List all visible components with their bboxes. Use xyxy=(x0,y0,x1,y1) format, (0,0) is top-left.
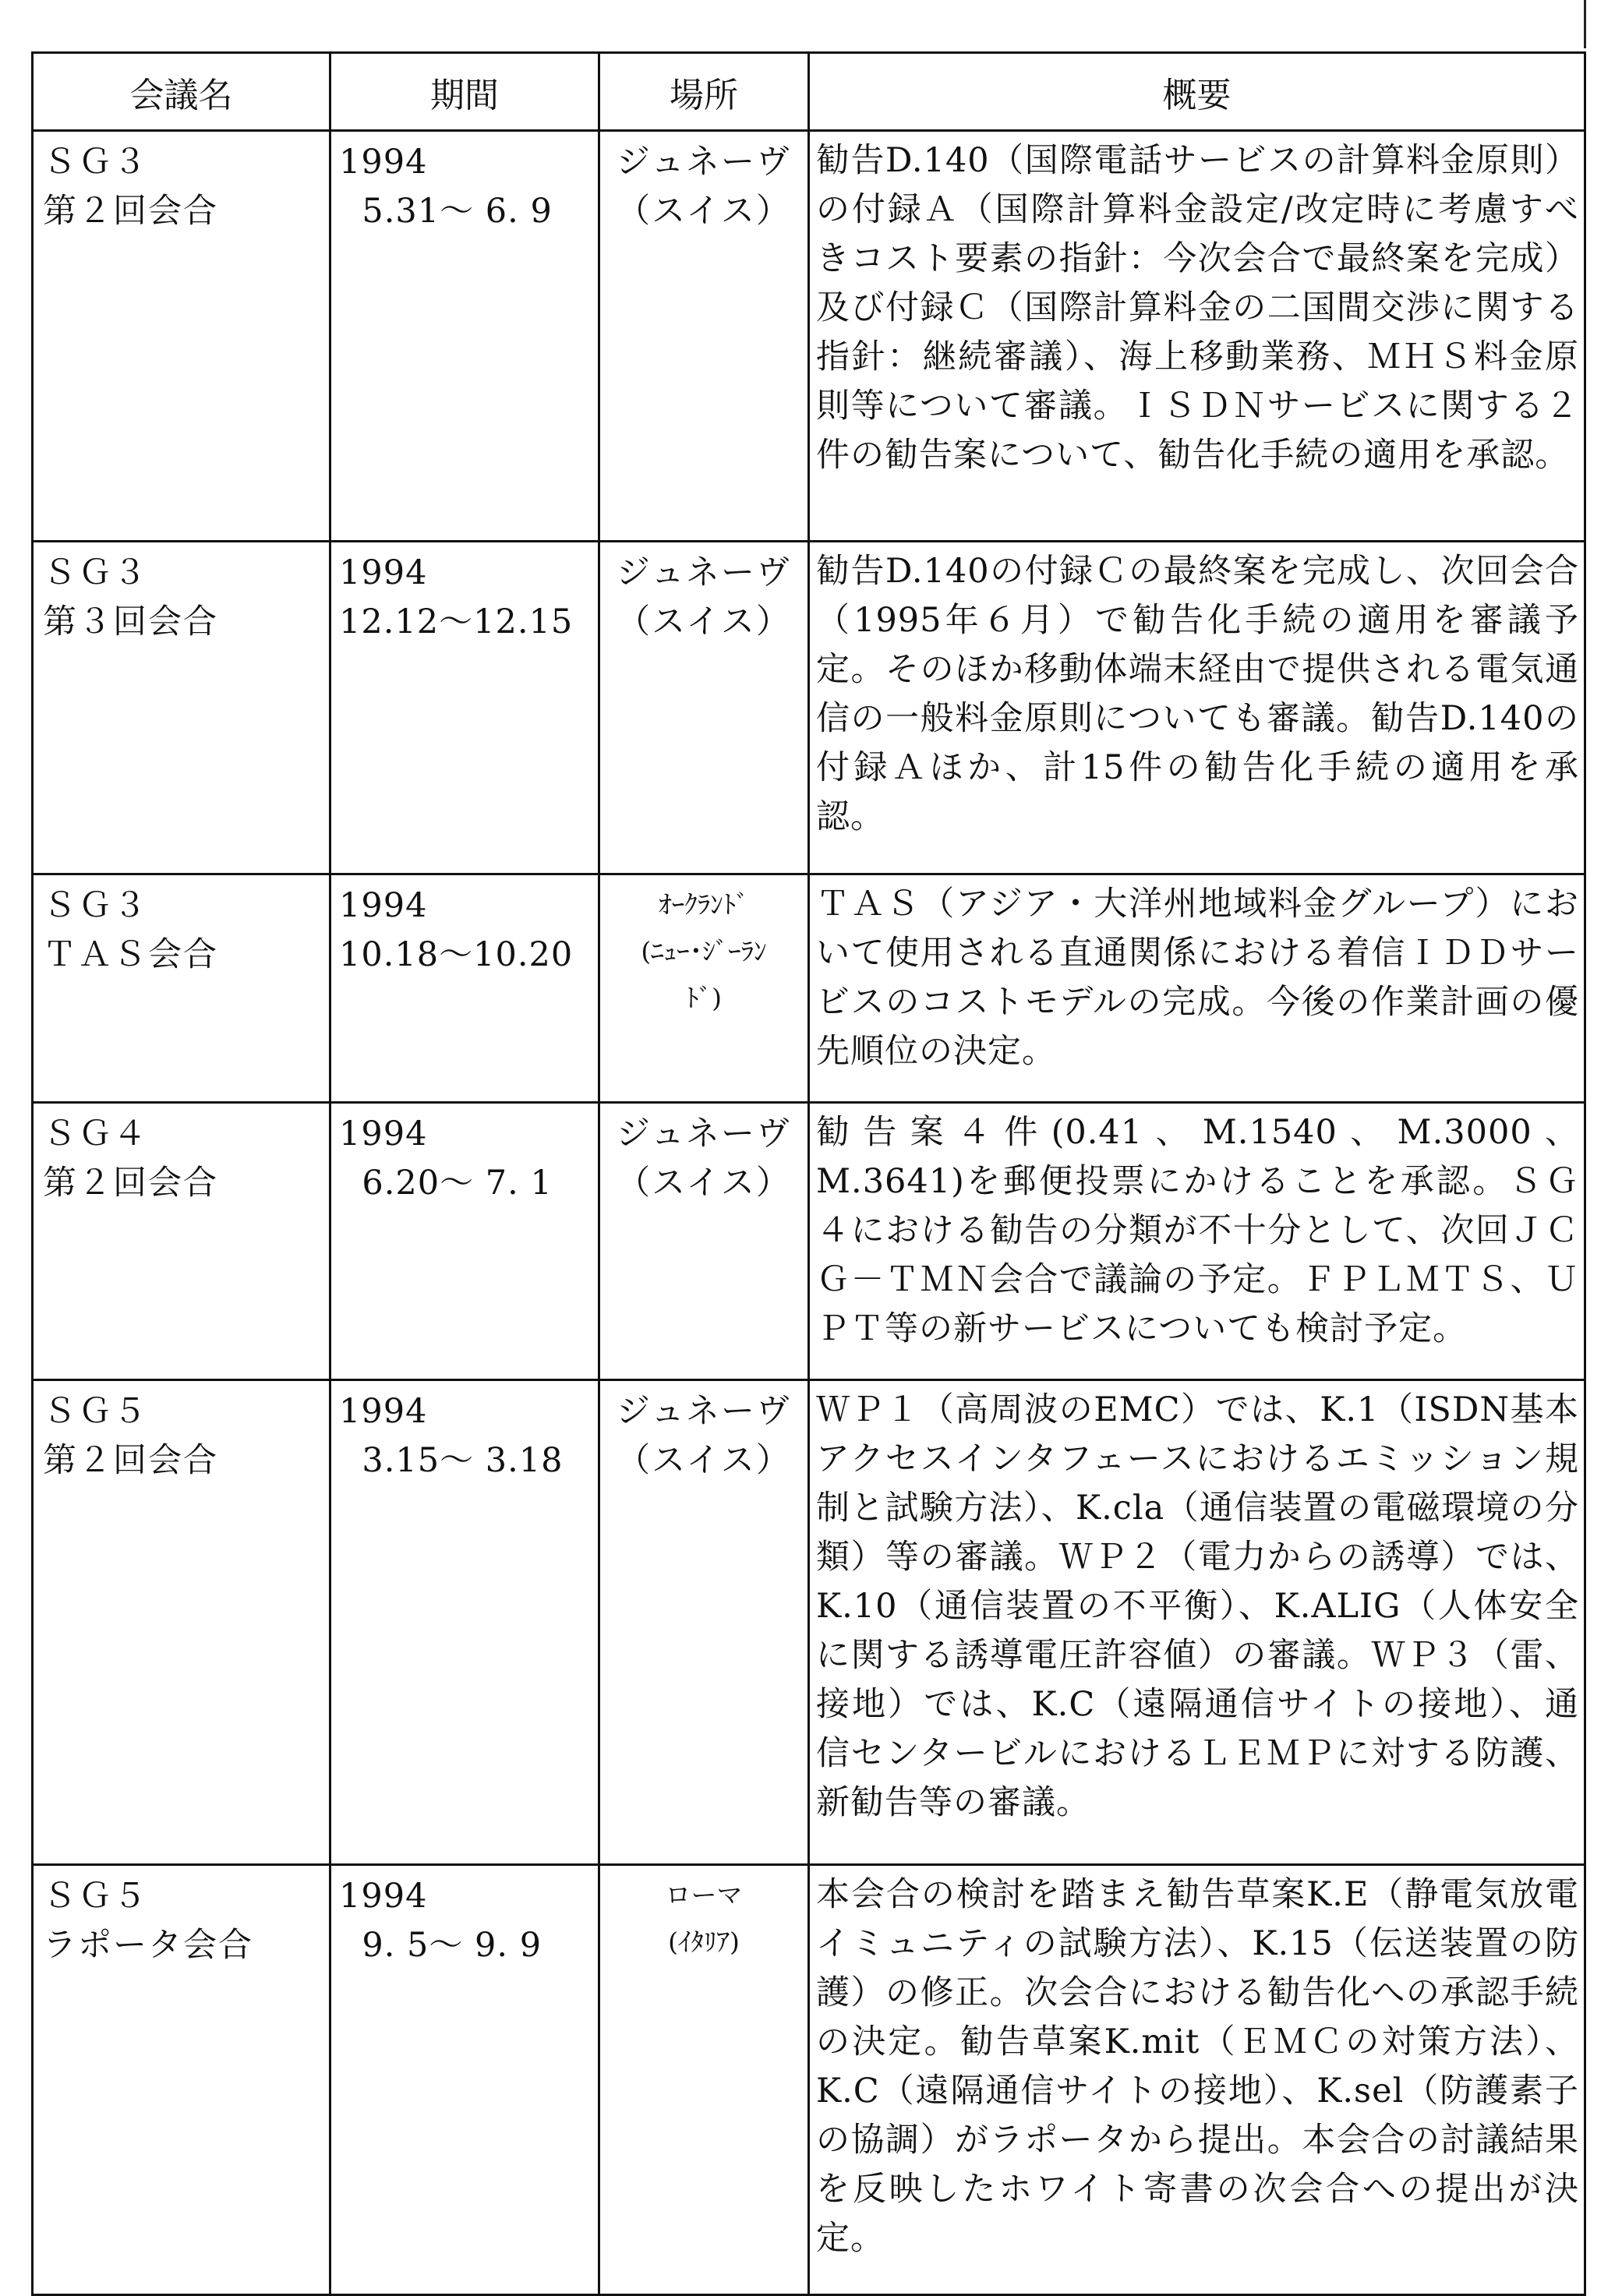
place-cell: ローマ (ｲﾀﾘｱ) xyxy=(599,1865,809,2295)
period-cell: 1994 10.18～10.20 xyxy=(330,874,599,1103)
place-cell: ｵｰｸﾗﾝﾄﾞ (ﾆｭｰ･ｼﾞｰﾗﾝ ﾄﾞ) xyxy=(599,874,809,1103)
header-summary: 概要 xyxy=(809,53,1585,131)
place-cell: ジュネーヴ （スイス） xyxy=(599,1103,809,1380)
summary-cell: 勧告案４件(0.41、M.1540、M.3000、M.3641)を郵便投票にかけることを承認。ＳＧ４における勧告の分類が不十分として、次回ＪＣＧ－ＴＭＮ会合で議論の予定。ＦＰＬＭＴＳ、ＵＰＴ等の新サービスについても検討予定。 xyxy=(809,1103,1585,1380)
header-period: 期間 xyxy=(330,53,599,131)
header-row xyxy=(33,53,1585,131)
meeting-name-cell: ＳＧ３ ＴＡＳ会合 xyxy=(33,874,330,1103)
summary-cell: ＴＡＳ（アジア・大洋州地域料金グループ）において使用される直通関係における着信ＩＤＤサービスのコストモデルの完成。今後の作業計画の優先順位の決定。 xyxy=(809,874,1585,1103)
table-row xyxy=(33,1103,1585,1380)
place-cell: ジュネーヴ （スイス） xyxy=(599,542,809,874)
meeting-name-cell: ＳＧ５ ラポータ会合 xyxy=(33,1865,330,2295)
place-cell: ジュネーヴ （スイス） xyxy=(599,131,809,542)
place-cell: ジュネーヴ （スイス） xyxy=(599,1380,809,1865)
meeting-name-cell: ＳＧ３ 第３回会合 xyxy=(33,542,330,874)
table-row xyxy=(33,874,1585,1103)
summary-cell: 勧告D.140の付録Ｃの最終案を完成し、次回会合（1995年６月）で勧告化手続の適用を審議予定。そのほか移動体端末経由で提供される電気通信の一般料金原則についても審議。勧告D.140の付録Ａほか、計15件の勧告化手続の適用を承認。 xyxy=(809,542,1585,874)
meetings-table xyxy=(31,51,1586,2296)
period-cell: 1994 9. 5～ 9. 9 xyxy=(330,1865,599,2295)
period-cell: 1994 3.15～ 3.18 xyxy=(330,1380,599,1865)
summary-cell: 勧告D.140（国際電話サービスの計算料金原則）の付録Ａ（国際計算料金設定/改定時に考慮すべきコスト要素の指針：今次会合で最終案を完成）及び付録Ｃ（国際計算料金の二国間交渉に関する指針：継続審議）、海上移動業務、ＭＨＳ料金原則等について審議。ＩＳＤＮサービスに関する２件の勧告案について、勧告化手続の適用を承認。 xyxy=(809,131,1585,542)
meeting-name-cell: ＳＧ４ 第２回会合 xyxy=(33,1103,330,1380)
table-row xyxy=(33,1380,1585,1865)
period-cell: 1994 12.12～12.15 xyxy=(330,542,599,874)
table-row xyxy=(33,542,1585,874)
period-cell: 1994 6.20～ 7. 1 xyxy=(330,1103,599,1380)
summary-cell: 本会合の検討を踏まえ勧告草案K.E（静電気放電イミュニティの試験方法）、K.15（伝送装置の防護）の修正。次会合における勧告化への承認手続の決定。勧告草案K.mit（ＥＭＣの対策方法）、K.C（遠隔通信サイトの接地）、K.sel（防護素子の協調）がラポータから提出。本会合の討議結果を反映したホワイト寄書の次会合への提出が決定。 xyxy=(809,1865,1585,2295)
summary-cell: ＷＰ１（高周波のEMC）では、K.1（ISDN基本アクセスインタフェースにおけるエミッション規制と試験方法）、K.cla（通信装置の電磁環境の分類）等の審議。ＷＰ２（電力からの誘導）では、K.10（通信装置の不平衡）、K.ALIG（人体安全に関する誘導電圧許容値）の審議。ＷＰ３（雷、接地）では、K.C（遠隔通信サイトの接地）、通信センタービルにおけるＬＥＭＰに対する防護、新勧告等の審議。 xyxy=(809,1380,1585,1865)
meeting-name-cell: ＳＧ３ 第２回会合 xyxy=(33,131,330,542)
header-place: 場所 xyxy=(599,53,809,131)
page-edge-mark xyxy=(1584,0,1586,48)
header-meeting-name: 会議名 xyxy=(33,53,330,131)
meeting-name-cell: ＳＧ５ 第２回会合 xyxy=(33,1380,330,1865)
table-row xyxy=(33,1865,1585,2295)
period-cell: 1994 5.31～ 6. 9 xyxy=(330,131,599,542)
table-row xyxy=(33,131,1585,542)
